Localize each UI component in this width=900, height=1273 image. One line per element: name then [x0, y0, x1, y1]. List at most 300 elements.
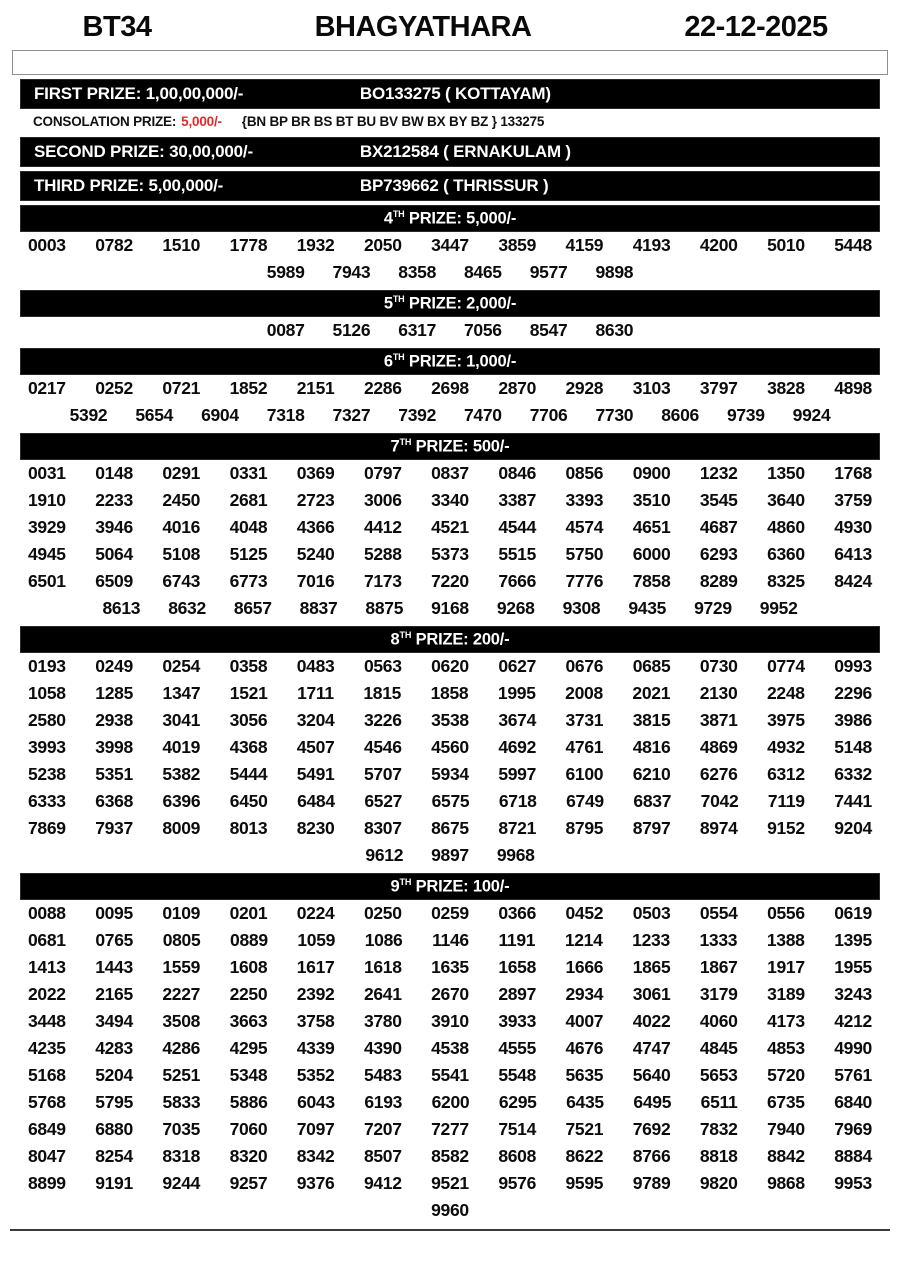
- winning-numbers-row: [20, 1062, 880, 1089]
- winning-number: 0554: [699, 903, 738, 923]
- prize-section-header: [20, 205, 880, 232]
- winning-number: 6368: [95, 791, 133, 811]
- winning-number: 2870: [498, 378, 537, 398]
- winning-number: 8358: [398, 262, 436, 282]
- winning-number: 4860: [767, 517, 805, 537]
- winning-number: 2723: [296, 490, 335, 510]
- winning-number: 8721: [498, 818, 537, 838]
- winning-number: 3758: [296, 1011, 335, 1031]
- winning-number: 3393: [565, 490, 604, 510]
- winning-number: 6312: [767, 764, 805, 784]
- winning-number: 9968: [496, 845, 535, 865]
- winning-number: 3933: [498, 1011, 537, 1031]
- winning-number: 7832: [699, 1119, 738, 1139]
- winning-number: 4560: [431, 737, 469, 757]
- winning-number: 4521: [431, 517, 469, 537]
- winning-number: 0782: [95, 235, 133, 255]
- winning-numbers-row: [20, 815, 880, 842]
- winning-number: 1768: [834, 463, 872, 483]
- winning-number: 4687: [699, 517, 738, 537]
- winning-number: 1658: [498, 957, 537, 977]
- winning-number: 3998: [95, 737, 133, 757]
- winning-numbers-row: [20, 541, 880, 568]
- winning-number: 4555: [498, 1038, 537, 1058]
- winning-number: 8630: [595, 320, 634, 340]
- winning-number: 9789: [632, 1173, 671, 1193]
- winning-number: 3910: [431, 1011, 469, 1031]
- prize-section-title: 6TH PRIZE: 1,000/-: [383, 351, 517, 371]
- winning-number: 8622: [565, 1146, 604, 1166]
- winning-numbers-row: [20, 653, 880, 680]
- winning-number: 0503: [632, 903, 671, 923]
- winning-number: 2250: [229, 984, 268, 1004]
- winning-number: 3545: [699, 490, 738, 510]
- prize-sections: [0, 205, 900, 1224]
- winning-number: 3946: [95, 517, 133, 537]
- prize-section: [0, 626, 900, 869]
- prize-section-title: 5TH PRIZE: 2,000/-: [383, 293, 517, 313]
- winning-number: 0254: [162, 656, 201, 676]
- winning-number: 5288: [363, 544, 402, 564]
- winning-number: 0889: [230, 930, 268, 950]
- winning-number: 4159: [565, 235, 604, 255]
- winning-numbers-row: [20, 375, 880, 402]
- winning-number: 1285: [95, 683, 133, 703]
- winning-number: 0095: [95, 903, 133, 923]
- winning-number: 9897: [431, 845, 469, 865]
- winning-number: 9204: [834, 818, 872, 838]
- winning-number: 9868: [767, 1173, 805, 1193]
- winning-number: 0721: [162, 378, 201, 398]
- winning-number: 2897: [498, 984, 537, 1004]
- winning-number: 8766: [632, 1146, 671, 1166]
- winning-number: 4295: [229, 1038, 268, 1058]
- lottery-name: BHAGYATHARA: [314, 10, 532, 43]
- winning-number: 0358: [229, 656, 268, 676]
- winning-number: 7119: [767, 791, 805, 811]
- winning-number: 4869: [699, 737, 738, 757]
- winning-number: 2233: [95, 490, 133, 510]
- winning-number: 1917: [767, 957, 805, 977]
- prize-section: [0, 205, 900, 286]
- winning-number: 3859: [498, 235, 537, 255]
- prize-section-header: [20, 433, 880, 460]
- winning-number: 8318: [162, 1146, 201, 1166]
- winning-number: 0993: [834, 656, 872, 676]
- winning-number: 2681: [229, 490, 268, 510]
- winning-number: 6210: [632, 764, 671, 784]
- winning-number: 8424: [834, 571, 872, 591]
- winning-number: 4283: [95, 1038, 133, 1058]
- winning-number: 2022: [28, 984, 66, 1004]
- search-input[interactable]: [12, 50, 888, 75]
- winning-number: 4507: [296, 737, 335, 757]
- winning-number: 0619: [834, 903, 872, 923]
- winning-numbers-row: [20, 568, 880, 595]
- winning-numbers-row: [20, 1008, 880, 1035]
- winning-number: 5768: [28, 1092, 66, 1112]
- winning-number: 8606: [661, 405, 699, 425]
- winning-number: 3448: [28, 1011, 66, 1031]
- winning-number: 5886: [229, 1092, 268, 1112]
- prize-section-title: 8TH PRIZE: 200/-: [390, 629, 510, 649]
- winning-number: 2151: [296, 378, 335, 398]
- winning-number: 9191: [95, 1173, 133, 1193]
- prize-section-header: [20, 290, 880, 317]
- winning-number: 1559: [162, 957, 201, 977]
- winning-number: 9435: [628, 598, 667, 618]
- winning-number: 8465: [464, 262, 502, 282]
- winning-number: 8289: [699, 571, 738, 591]
- winning-number: 4286: [162, 1038, 201, 1058]
- winning-number: 1521: [229, 683, 268, 703]
- winning-number: 0730: [699, 656, 738, 676]
- winning-number: 5640: [632, 1065, 671, 1085]
- winning-number: 9268: [496, 598, 535, 618]
- winning-number: 2928: [565, 378, 604, 398]
- winning-number: 0217: [28, 378, 66, 398]
- prize-section: [0, 433, 900, 622]
- winning-number: 1395: [834, 930, 872, 950]
- winning-number: 5483: [363, 1065, 402, 1085]
- winning-number: 5148: [834, 737, 872, 757]
- winning-number: 5653: [699, 1065, 738, 1085]
- winning-number: 5108: [162, 544, 201, 564]
- winning-number: 1995: [497, 683, 536, 703]
- winning-number: 7666: [498, 571, 537, 591]
- winning-number: 3061: [632, 984, 671, 1004]
- winning-number: 4019: [162, 737, 201, 757]
- winning-number: 4060: [699, 1011, 738, 1031]
- winning-number: 6317: [398, 320, 436, 340]
- winning-number: 6333: [28, 791, 66, 811]
- winning-number: 3828: [767, 378, 805, 398]
- winning-number: 1347: [162, 683, 201, 703]
- winning-number: 5382: [162, 764, 201, 784]
- winning-number: 2934: [565, 984, 604, 1004]
- winning-number: 8307: [363, 818, 402, 838]
- winning-number: 9576: [498, 1173, 537, 1193]
- winning-number: 3663: [229, 1011, 268, 1031]
- winning-number: 5204: [95, 1065, 133, 1085]
- winning-number: 1666: [565, 957, 604, 977]
- winning-number: 8657: [233, 598, 272, 618]
- winning-number: 1350: [767, 463, 805, 483]
- winning-number: 5720: [767, 1065, 805, 1085]
- winning-number: 1443: [95, 957, 133, 977]
- draw-date: 22-12-2025: [684, 10, 828, 43]
- winning-number: 8974: [699, 818, 738, 838]
- winning-number: 6332: [834, 764, 872, 784]
- winning-number: 9898: [595, 262, 634, 282]
- winning-number: 6200: [431, 1092, 470, 1112]
- winning-number: 6100: [565, 764, 604, 784]
- prize-section-title: 4TH PRIZE: 5,000/-: [383, 208, 517, 228]
- winning-number: 8608: [498, 1146, 537, 1166]
- winning-number: 3871: [699, 710, 738, 730]
- winning-number: 5491: [296, 764, 335, 784]
- winning-number: 5352: [296, 1065, 335, 1085]
- winning-number: 4022: [632, 1011, 671, 1031]
- winning-number: 4898: [834, 378, 872, 398]
- winning-number: 4845: [699, 1038, 738, 1058]
- winning-number: 1214: [564, 930, 603, 950]
- winning-number: 1635: [431, 957, 469, 977]
- winning-number: 8342: [296, 1146, 335, 1166]
- page-header: [0, 0, 900, 46]
- winning-number: 8009: [162, 818, 201, 838]
- winning-numbers-row: [20, 487, 880, 514]
- winning-number: 5448: [834, 235, 872, 255]
- winning-number: 5444: [229, 764, 268, 784]
- winning-number: 0846: [498, 463, 537, 483]
- winning-number: 4945: [28, 544, 66, 564]
- winning-numbers-row: [20, 900, 880, 927]
- winning-number: 0556: [767, 903, 805, 923]
- winning-number: 4761: [565, 737, 604, 757]
- winning-number: 3815: [632, 710, 671, 730]
- winning-number: 0681: [28, 930, 66, 950]
- winning-number: 3103: [632, 378, 671, 398]
- winning-number: 8230: [296, 818, 335, 838]
- winning-number: 8325: [767, 571, 805, 591]
- winning-number: 7730: [595, 405, 634, 425]
- winning-number: 4853: [767, 1038, 805, 1058]
- winning-number: 1608: [229, 957, 268, 977]
- winning-number: 5010: [767, 235, 805, 255]
- winning-numbers-row: [20, 1116, 880, 1143]
- winning-numbers-row: [20, 595, 880, 622]
- winning-number: 5125: [229, 544, 268, 564]
- winning-number: 1932: [296, 235, 335, 255]
- winning-numbers-row: [20, 317, 880, 344]
- winning-number: 5351: [95, 764, 133, 784]
- winning-number: 9924: [792, 405, 831, 425]
- winning-numbers-row: [20, 259, 880, 286]
- winning-number: 3640: [767, 490, 805, 510]
- winning-number: 4692: [498, 737, 537, 757]
- winning-number: 1510: [162, 235, 201, 255]
- winning-number: 0148: [95, 463, 133, 483]
- winning-number: 6840: [834, 1092, 872, 1112]
- winning-number: 1232: [699, 463, 738, 483]
- winning-number: 4990: [834, 1038, 872, 1058]
- winning-number: 5541: [431, 1065, 469, 1085]
- winning-numbers-row: [20, 927, 880, 954]
- winning-numbers-row: [20, 232, 880, 259]
- winning-number: 8047: [28, 1146, 66, 1166]
- winning-number: 9952: [759, 598, 798, 618]
- third-prize-label: THIRD PRIZE: 5,00,000/-: [34, 176, 224, 195]
- winning-number: 1086: [364, 930, 403, 950]
- winning-number: 0331: [229, 463, 268, 483]
- winning-numbers-row: [20, 734, 880, 761]
- winning-numbers-row: [20, 460, 880, 487]
- winning-number: 2938: [95, 710, 133, 730]
- winning-number: 7277: [431, 1119, 469, 1139]
- winning-number: 2165: [95, 984, 133, 1004]
- winning-number: 4930: [834, 517, 872, 537]
- draw-code: BT34: [82, 10, 152, 43]
- winning-number: 4368: [229, 737, 268, 757]
- winning-number: 1618: [363, 957, 402, 977]
- winning-number: 4546: [363, 737, 402, 757]
- winning-number: 4574: [565, 517, 604, 537]
- winning-number: 4235: [28, 1038, 66, 1058]
- winning-number: 9739: [726, 405, 765, 425]
- winning-numbers-row: [20, 1197, 880, 1224]
- winning-number: 2698: [431, 378, 469, 398]
- winning-number: 0856: [565, 463, 604, 483]
- winning-number: 7706: [529, 405, 568, 425]
- winning-number: 1191: [498, 930, 536, 950]
- winning-number: 3993: [28, 737, 66, 757]
- winning-number: 4007: [565, 1011, 604, 1031]
- winning-number: 7470: [464, 405, 502, 425]
- winning-number: 0452: [565, 903, 604, 923]
- winning-number: 3387: [498, 490, 537, 510]
- winning-number: 3189: [767, 984, 805, 1004]
- winning-number: 5515: [498, 544, 537, 564]
- winning-number: 7937: [95, 818, 133, 838]
- winning-number: 5635: [565, 1065, 604, 1085]
- winning-number: 7207: [363, 1119, 402, 1139]
- winning-number: 5548: [498, 1065, 537, 1085]
- winning-number: 7776: [565, 571, 604, 591]
- winning-number: 8818: [699, 1146, 738, 1166]
- winning-number: 2296: [834, 683, 872, 703]
- winning-number: 9168: [431, 598, 469, 618]
- winning-number: 1910: [28, 490, 66, 510]
- winning-number: 4544: [498, 517, 537, 537]
- winning-numbers-row: [20, 788, 880, 815]
- winning-number: 9595: [565, 1173, 604, 1193]
- winning-number: 1858: [430, 683, 469, 703]
- winning-number: 1146: [432, 930, 469, 950]
- winning-number: 9412: [363, 1173, 402, 1193]
- winning-number: 3340: [431, 490, 469, 510]
- winning-number: 6904: [201, 405, 239, 425]
- winning-number: 0087: [266, 320, 305, 340]
- winning-number: 3797: [699, 378, 738, 398]
- winning-number: 4048: [229, 517, 268, 537]
- winning-number: 0900: [632, 463, 671, 483]
- winning-number: 5348: [229, 1065, 268, 1085]
- third-prize-bar: [20, 171, 880, 201]
- winning-number: 0224: [296, 903, 335, 923]
- winning-number: 6495: [633, 1092, 672, 1112]
- winning-number: 5392: [69, 405, 108, 425]
- winning-number: 6293: [699, 544, 738, 564]
- winning-number: 6000: [632, 544, 671, 564]
- winning-number: 7392: [398, 405, 436, 425]
- winning-number: 9257: [229, 1173, 268, 1193]
- winning-number: 7042: [700, 791, 739, 811]
- first-prize-winner: BO133275 ( KOTTAYAM): [359, 84, 551, 103]
- winning-number: 6509: [95, 571, 133, 591]
- winning-number: 0003: [28, 235, 66, 255]
- winning-number: 6743: [162, 571, 201, 591]
- winning-number: 1059: [297, 930, 336, 950]
- winning-number: 0193: [28, 656, 66, 676]
- winning-numbers-row: [20, 1035, 880, 1062]
- winning-number: 7056: [464, 320, 502, 340]
- winning-number: 0249: [95, 656, 133, 676]
- winning-number: 3056: [229, 710, 268, 730]
- winning-number: 4747: [632, 1038, 671, 1058]
- winning-number: 4390: [363, 1038, 402, 1058]
- consolation-label: CONSOLATION PRIZE:: [33, 114, 177, 129]
- winning-number: 0250: [363, 903, 402, 923]
- consolation-amount: 5,000/-: [181, 114, 222, 129]
- third-prize-winner: BP739662 ( THRISSUR ): [359, 176, 549, 195]
- winning-number: 5654: [135, 405, 174, 425]
- winning-number: 7220: [431, 571, 469, 591]
- winning-number: 4200: [699, 235, 738, 255]
- winning-number: 4366: [296, 517, 335, 537]
- winning-number: 1617: [296, 957, 335, 977]
- prize-section: [0, 873, 900, 1224]
- winning-number: 7060: [229, 1119, 268, 1139]
- winning-numbers-row: [20, 954, 880, 981]
- winning-number: 8547: [529, 320, 568, 340]
- winning-numbers-row: [20, 402, 880, 429]
- winning-number: 8884: [834, 1146, 872, 1166]
- winning-number: 7035: [162, 1119, 201, 1139]
- winning-number: 9577: [529, 262, 568, 282]
- winning-number: 4538: [431, 1038, 469, 1058]
- winning-number: 5750: [565, 544, 604, 564]
- winning-number: 1955: [834, 957, 872, 977]
- winning-number: 8842: [767, 1146, 805, 1166]
- winning-number: 5761: [834, 1065, 872, 1085]
- winning-number: 9820: [699, 1173, 738, 1193]
- winning-number: 2227: [162, 984, 201, 1004]
- winning-number: 8254: [95, 1146, 133, 1166]
- consolation-prize-row: [20, 110, 880, 133]
- winning-number: 5251: [162, 1065, 201, 1085]
- winning-number: 6849: [28, 1119, 66, 1139]
- bottom-divider: [10, 1229, 890, 1231]
- winning-number: 3226: [363, 710, 402, 730]
- winning-number: 5126: [332, 320, 371, 340]
- winning-number: 8837: [299, 598, 338, 618]
- winning-numbers-row: [20, 1143, 880, 1170]
- winning-number: 3538: [431, 710, 469, 730]
- winning-number: 0291: [162, 463, 201, 483]
- winning-number: 8320: [229, 1146, 268, 1166]
- first-prize-bar: [20, 79, 880, 109]
- winning-number: 2641: [363, 984, 402, 1004]
- winning-number: 0369: [296, 463, 335, 483]
- prize-section-title: 9TH PRIZE: 100/-: [390, 876, 510, 896]
- winning-number: 3204: [296, 710, 335, 730]
- winning-number: 1711: [297, 683, 334, 703]
- winning-number: 6511: [700, 1092, 738, 1112]
- prize-section-header: [20, 873, 880, 900]
- winning-number: 7097: [296, 1119, 335, 1139]
- winning-number: 6295: [498, 1092, 537, 1112]
- winning-number: 2450: [162, 490, 201, 510]
- winning-number: 9960: [431, 1200, 469, 1220]
- winning-number: 0252: [95, 378, 133, 398]
- winning-number: 3243: [834, 984, 872, 1004]
- winning-number: 6718: [498, 791, 537, 811]
- winning-number: 5373: [431, 544, 469, 564]
- winning-number: 6773: [229, 571, 268, 591]
- winning-number: 7940: [767, 1119, 805, 1139]
- winning-number: 7173: [363, 571, 402, 591]
